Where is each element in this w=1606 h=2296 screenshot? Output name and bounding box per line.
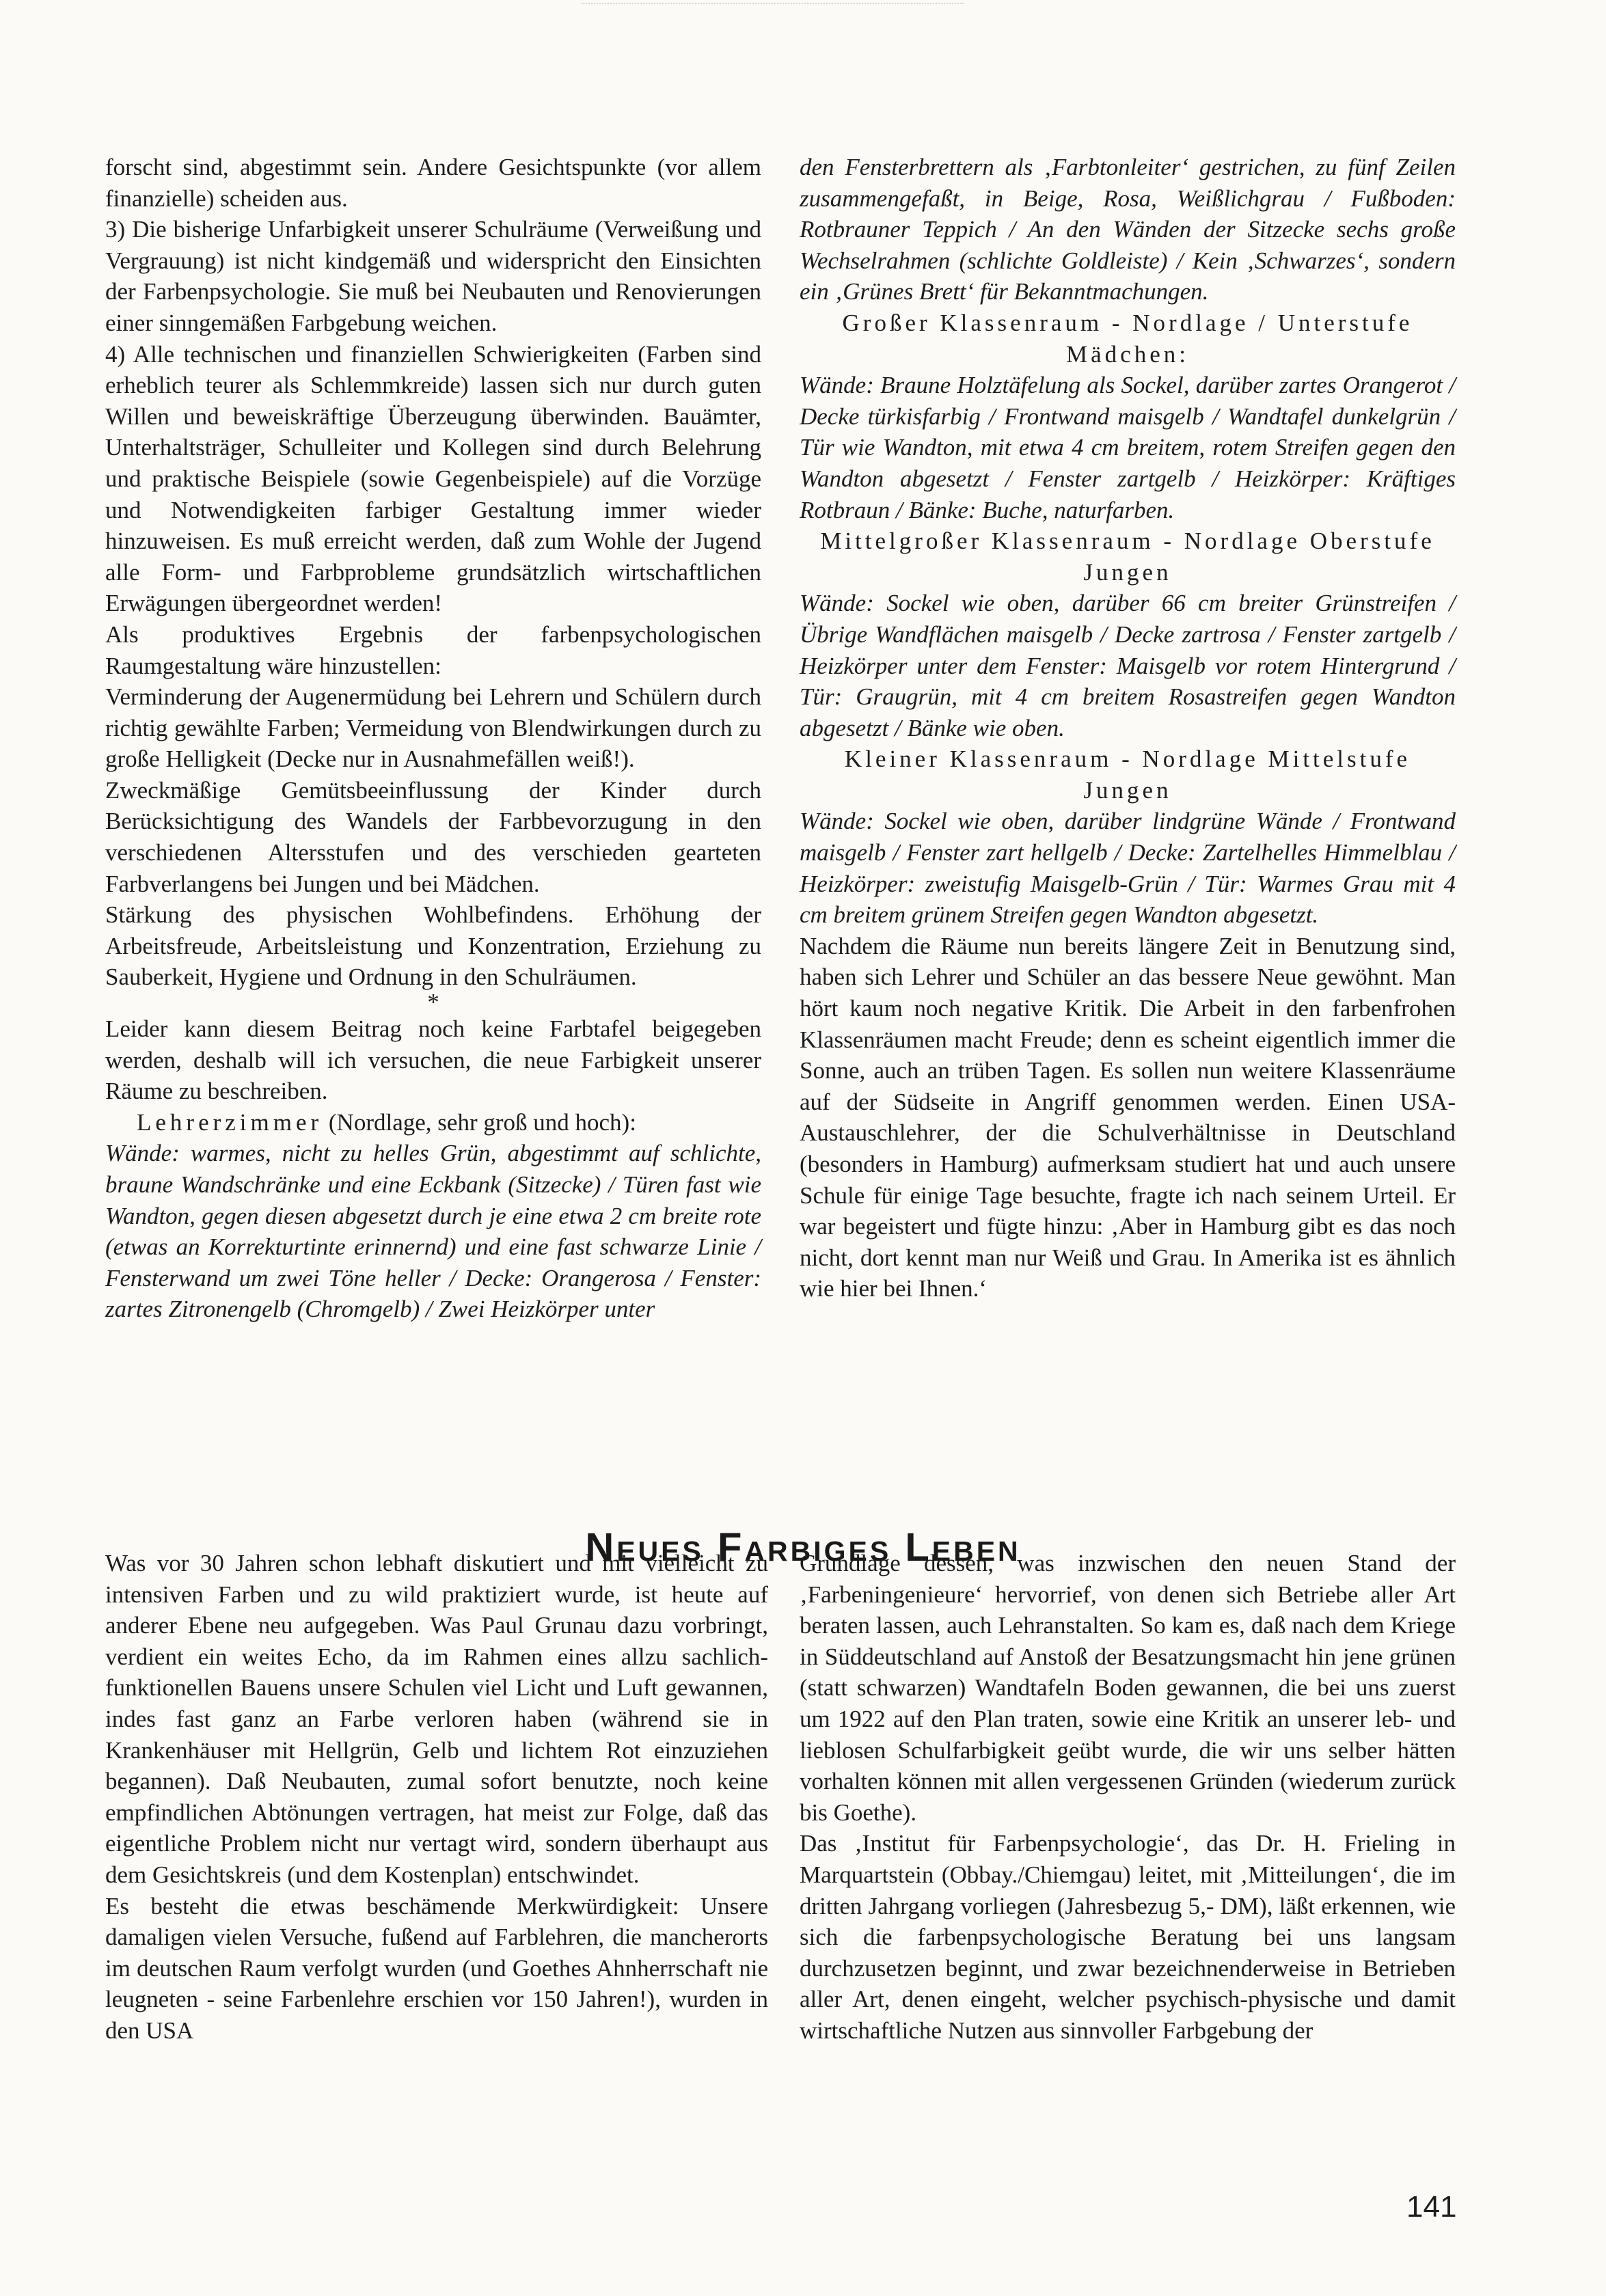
room-heading: Mittelgroßer Klassenraum - Nordlage Oberstufe Jungen xyxy=(820,528,1435,586)
paragraph: Zweckmäßige Gemütsbeeinflussung der Kinder durch Berücksichtigung des Wandels der Farbbevorzugung in den verschiedenen Altersstufen und des verschieden gearteten Farbverlangens bei Jungen und bei Mädchen. xyxy=(105,776,761,897)
section-asterisk: * xyxy=(427,989,439,1016)
paragraph: 3) Die bisherige Unfarbigkeit unserer Schulräume (Verweißung und Vergrauung) ist nicht kindgemäß und widerspricht den Einsichten der Farbenpsychologie. Sie muß bei Neubauten und Renovierungen einer sinngemäßen Farbgebung weichen. xyxy=(105,216,761,336)
paragraph: Das ‚Institut für Farbenpsychologie‘, das Dr. H. Frieling in Marquartstein (Obbay./Chiemgau) leitet, mit ‚Mitteilungen‘, die im dritten Jahrgang vorliegen (Jahresbezug 5,- DM), läßt erkennen, wie sich die farbenpsychologische Beratung bei uns langsam durchzusetzen beginnt, und zwar bezeichnenderweise in Betrieben aller Art, denen eingeht, welcher psychisch-physische und damit wirtschaftliche Nutzen aus sinnvoller Farbgebung der xyxy=(800,1830,1456,2044)
room-heading: Kleiner Klassenraum - Nordlage Mittelstufe Jungen xyxy=(844,746,1411,804)
left-column-lower xyxy=(105,1548,768,2047)
heading-rest: (Nordlage, sehr groß und hoch): xyxy=(323,1108,636,1136)
page-number: 141 xyxy=(1406,2190,1457,2224)
paragraph: Leider kann diesem Beitrag noch keine Farbtafel beigegeben werden, deshalb will ich versuchen, die neue Farbigkeit unserer Räume zu beschreiben. xyxy=(105,1015,761,1105)
left-column-upper xyxy=(105,152,761,1325)
paragraph: forscht sind, abgestimmt sein. Andere Gesichtspunkte (vor allem finanzielle) scheiden aus. xyxy=(105,154,761,212)
room-description: Wände: warmes, nicht zu helles Grün, abgestimmt auf schlichte, braune Wandschränke und eine Eckbank (Sitzecke) / Türen fast wie Wandton, gegen diesen abgesetzt durch je eine etwa 2 cm breite rote (etwas an Korrekturtinte erinnernd) und eine fast schwarze Linie / Fensterwand um zwei Töne heller / Decke: Orangerosa / Fenster: zartes Zitronengelb (Chromgelb) / Zwei Heizkörper unter xyxy=(105,1140,761,1323)
room-description: den Fensterbrettern als ‚Farbtonleiter‘ gestrichen, zu fünf Zeilen zusammengefaßt, in Beige, Rosa, Weißlichgrau / Fußboden: Rotbrauner Teppich / An den Wänden der Sitzecke sechs große Wechselrahmen (schlichte Goldleiste) / Kein ‚Schwarzes‘, sondern ein ‚Grünes Brett‘ für Bekanntmachungen. xyxy=(800,154,1456,305)
paragraph: Stärkung des physischen Wohlbefindens. Erhöhung der Arbeitsfreude, Arbeitsleistung und Konzentration, Erziehung zu Sauberkeit, Hygiene und Ordnung in den Schulräumen. xyxy=(105,901,761,991)
section-title: Neues Farbiges Leben xyxy=(585,1525,1021,1570)
right-column-upper xyxy=(800,152,1456,1304)
paragraph: Grundlage dessen, was inzwischen den neuen Stand der ‚Farbeningenieure‘ hervorrief, von denen sich Betriebe aller Art beraten lassen, auch Lehranstalten. So kam es, daß nach dem Kriege in Süddeutschland auf Anstoß der Besatzungsmacht hin jene grünen (statt schwarzen) Wandtafeln Boden gewannen, die bei uns zuerst um 1922 auf den Plan traten, sowie eine Kritik an unserer leb- und lieblosen Schulfarbigkeit geübt wurde, die wir uns selber hätten vorhalten können mit allen vergessenen Gründen (wiederum zurück bis Goethe). xyxy=(800,1550,1456,1826)
paragraph: Verminderung der Augenermüdung bei Lehrern und Schülern durch richtig gewählte Farben; Vermeidung von Blendwirkungen durch zu große Helligkeit (Decke nur in Ausnahmefällen weiß!). xyxy=(105,683,761,773)
paragraph: Was vor 30 Jahren schon lebhaft diskutiert und mit vielleicht zu intensiven Farben und zu wild praktiziert wurde, ist heute auf anderer Ebene neu aufgegeben. Was Paul Grunau dazu vorbringt, verdient ein weites Echo, da im Rahmen eines allzu sachlich-funktionellen Bauens unsere Schulen viel Licht und Luft gewannen, indes fast ganz an Farbe verloren haben (während sie in Krankenhäuser mit Hellgrün, Gelb und lichtem Rot einzuziehen begannen). Daß Neubauten, zumal sofort benutzte, noch keine empfindlichen Abtönungen vertragen, hat meist zur Folge, daß das eigentliche Problem nicht nur vertagt wird, sondern überhaupt aus dem Gesichtskreis (und dem Kostenplan) entschwindet. xyxy=(105,1550,768,1888)
room-description: Wände: Braune Holztäfelung als Sockel, darüber zartes Orangerot / Decke türkisfarbig / Frontwand maisgelb / Wandtafel dunkelgrün / Tür wie Wandton, mit etwa 4 cm breitem, rotem Streifen gegen den Wandton abgesetzt / Fenster zartgelb / Heizkörper: Kräftiges Rotbraun / Bänke: Buche, naturfarben. xyxy=(800,372,1456,523)
right-column-lower xyxy=(800,1548,1456,2047)
paragraph: 4) Alle technischen und finanziellen Schwierigkeiten (Farben sind erheblich teurer als Schlemmkreide) lassen sich nur durch guten Willen und beweiskräftige Überzeugung überwinden. Bauämter, Unterhaltsträger, Schulleiter und Kollegen sind durch Belehrung und praktische Beispiele (sowie Gegenbeispiele) auf die Vorzüge und Notwendigkeiten farbiger Gestaltung immer wieder hinzuweisen. Es muß erreicht werden, daß zum Wohle der Jugend alle Form- und Farbprobleme grundsätzlich wirtschaftlichen Erwägungen übergeordnet werden! xyxy=(105,340,761,617)
scan-artifact xyxy=(581,3,964,16)
room-description: Wände: Sockel wie oben, darüber 66 cm breiter Grünstreifen / Übrige Wandflächen maisgelb / Decke zartrosa / Fenster zartgelb / Heizkörper unter dem Fenster: Maisgelb vor rotem Hintergrund / Tür: Graugrün, mit 4 cm breitem Rosastreifen gegen Wandton abgesetzt / Bänke wie oben. xyxy=(800,590,1456,741)
spaced-word: Lehrerzimmer xyxy=(137,1108,323,1136)
room-description: Wände: Sockel wie oben, darüber lindgrüne Wände / Frontwand maisgelb / Fenster zart hellgelb / Decke: Zartelhelles Himmelblau / Heizkörper: zweistufig Maisgelb-Grün / Tür: Warmes Grau mit 4 cm breitem grünem Streifen gegen Wandton abgesetzt. xyxy=(800,808,1456,929)
paragraph: Es besteht die etwas beschämende Merkwürdigkeit: Unsere damaligen vielen Versuche, fußend auf Farblehren, die mancherorts im deutschen Raum verfolgt wurden (und Goethes Ahnherrschaft nie leugneten - seine Farbenlehre erschien vor 150 Jahren!), wurden in den USA xyxy=(105,1892,768,2044)
room-heading-lehrerzimmer xyxy=(105,1107,761,1138)
room-heading: Großer Klassenraum - Nordlage / Unterstufe Mädchen: xyxy=(842,309,1413,368)
paragraph: Nachdem die Räume nun bereits längere Zeit in Benutzung sind, haben sich Lehrer und Schüler an das bessere Neue gewöhnt. Man hört kaum noch negative Kritik. Die Arbeit in den farbenfrohen Klassenräumen macht Freude; denn es scheint eigentlich immer die Sonne, auch an trüben Tagen. Es sollen nun weitere Klassenräume auf der Südseite in Angriff genommen werden. Einen USA-Austauschlehrer, der die Schulverhältnisse in Deutschland (besonders in Hamburg) aufmerksam studiert hat und auch unsere Schule für einige Tage besuchte, fragte ich nach seinem Urteil. Er war begeistert und fügte hinzu: ‚Aber in Hamburg gibt es das noch nicht, dort kennt man nur Weiß und Grau. In Amerika ist es ähnlich wie hier bei Ihnen.‘ xyxy=(800,932,1456,1302)
paragraph: Als produktives Ergebnis der farbenpsychologischen Raumgestaltung wäre hinzustellen: xyxy=(105,620,761,679)
